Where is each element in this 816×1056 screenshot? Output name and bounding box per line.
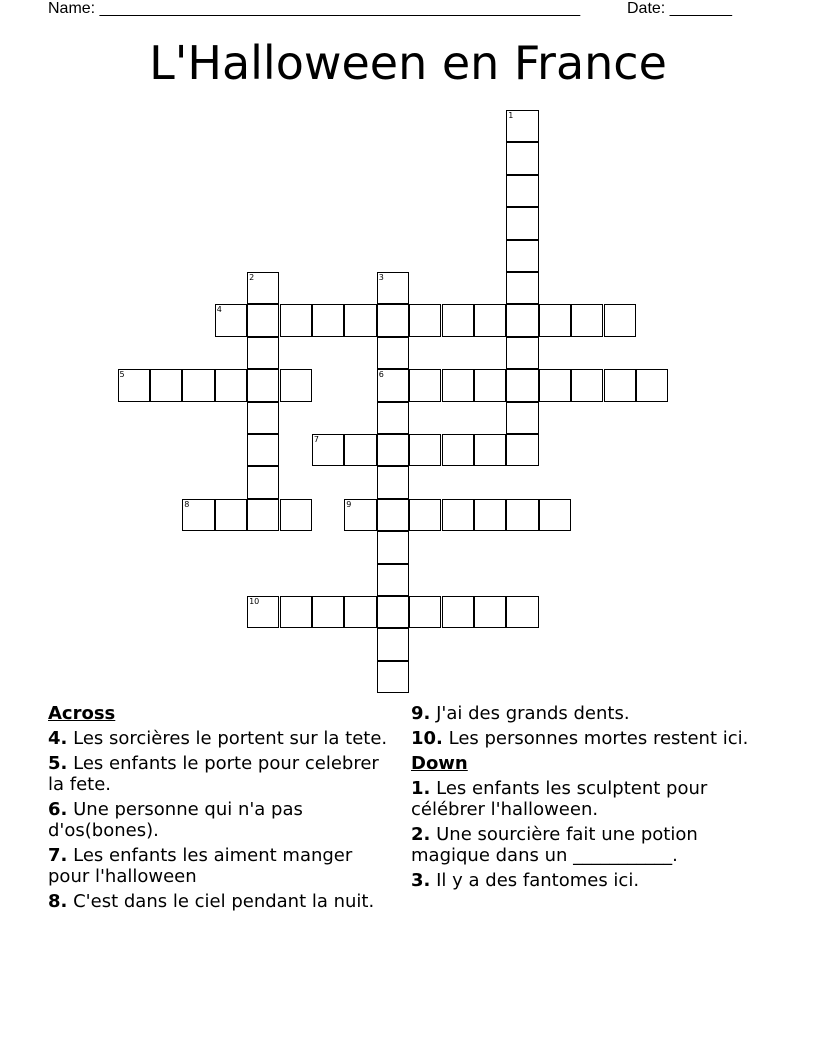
grid-cell[interactable] bbox=[409, 499, 441, 531]
grid-cell[interactable] bbox=[247, 337, 279, 369]
clue bbox=[411, 870, 763, 891]
clues-right-column bbox=[411, 703, 763, 895]
grid-cell[interactable] bbox=[409, 304, 441, 336]
clue-number: 4 bbox=[216, 305, 222, 315]
grid-cell[interactable] bbox=[344, 304, 376, 336]
grid-cell[interactable] bbox=[442, 596, 474, 628]
grid-cell[interactable] bbox=[377, 564, 409, 596]
clue bbox=[48, 845, 388, 887]
grid-cell[interactable] bbox=[182, 499, 214, 531]
clue bbox=[411, 778, 763, 820]
clue-number: 10 bbox=[249, 597, 260, 606]
grid-cell[interactable] bbox=[215, 369, 247, 401]
grid-cell[interactable] bbox=[506, 304, 538, 336]
grid-cell[interactable] bbox=[247, 434, 279, 466]
grid-cell[interactable] bbox=[377, 369, 409, 401]
grid-cell[interactable] bbox=[442, 499, 474, 531]
grid-cell[interactable] bbox=[344, 499, 376, 531]
down-heading: Down bbox=[411, 753, 468, 774]
clue-number: 9. bbox=[411, 703, 431, 724]
clue-number: 2. bbox=[411, 824, 431, 845]
clue-number: 2 bbox=[249, 273, 255, 282]
clue-number: 6 bbox=[378, 370, 384, 380]
grid-cell[interactable] bbox=[474, 596, 506, 628]
grid-cell[interactable] bbox=[506, 337, 538, 369]
clue-number: 9 bbox=[346, 499, 352, 509]
grid-cell[interactable] bbox=[377, 272, 409, 304]
clue-text: Les enfants les aiment manger pour l'halloween bbox=[48, 845, 353, 887]
grid-cell[interactable] bbox=[506, 369, 538, 401]
clue bbox=[411, 703, 763, 724]
grid-cell[interactable] bbox=[280, 369, 312, 401]
grid-cell[interactable] bbox=[539, 369, 571, 401]
clue bbox=[48, 799, 388, 841]
grid-cell[interactable] bbox=[506, 175, 538, 207]
clue-number: 5. bbox=[48, 753, 68, 774]
grid-cell[interactable] bbox=[247, 304, 279, 336]
grid-cell[interactable] bbox=[474, 499, 506, 531]
grid-cell[interactable] bbox=[215, 304, 247, 336]
clue-number: 1 bbox=[508, 111, 514, 120]
name-field[interactable]: Name: ______________________________________________________ bbox=[48, 0, 581, 17]
clue-text: Une sourcière fait une potion magique dans un ___________. bbox=[411, 824, 698, 866]
grid-cell[interactable] bbox=[506, 110, 538, 142]
grid-cell[interactable] bbox=[636, 369, 668, 401]
across-heading: Across bbox=[48, 703, 116, 724]
clue-text: Une personne qui n'a pas d'os(bones). bbox=[48, 799, 303, 841]
grid-cell[interactable] bbox=[377, 661, 409, 693]
grid-cell[interactable] bbox=[506, 499, 538, 531]
clue-text: J'ai des grands dents. bbox=[436, 703, 630, 724]
grid-cell[interactable] bbox=[344, 596, 376, 628]
grid-cell[interactable] bbox=[571, 369, 603, 401]
grid-cell[interactable] bbox=[150, 369, 182, 401]
across-clue-list bbox=[48, 728, 388, 912]
grid-cell[interactable] bbox=[312, 304, 344, 336]
grid-cell[interactable] bbox=[247, 369, 279, 401]
clue-number: 8 bbox=[184, 499, 190, 509]
clue-text: Les enfants le porte pour celebrer la fete. bbox=[48, 753, 379, 795]
clue-number: 10. bbox=[411, 728, 443, 749]
grid-cell[interactable] bbox=[182, 369, 214, 401]
grid-cell[interactable] bbox=[604, 369, 636, 401]
clue-number: 6. bbox=[48, 799, 68, 820]
grid-cell[interactable] bbox=[474, 304, 506, 336]
clue-number: 7. bbox=[48, 845, 68, 866]
grid-cell[interactable] bbox=[571, 304, 603, 336]
clue bbox=[411, 824, 763, 866]
grid-cell[interactable] bbox=[312, 434, 344, 466]
grid-cell[interactable] bbox=[344, 434, 376, 466]
grid-cell[interactable] bbox=[377, 628, 409, 660]
grid-cell[interactable] bbox=[118, 369, 150, 401]
grid-cell[interactable] bbox=[215, 499, 247, 531]
grid-cell[interactable] bbox=[506, 207, 538, 239]
grid-cell[interactable] bbox=[506, 240, 538, 272]
grid-cell[interactable] bbox=[312, 596, 344, 628]
grid-cell[interactable] bbox=[377, 434, 409, 466]
clue-number: 3 bbox=[378, 273, 384, 282]
grid-cell[interactable] bbox=[377, 466, 409, 498]
grid-cell[interactable] bbox=[377, 402, 409, 434]
grid-cell[interactable] bbox=[539, 304, 571, 336]
grid-cell[interactable] bbox=[280, 304, 312, 336]
grid-cell[interactable] bbox=[247, 499, 279, 531]
grid-cell[interactable] bbox=[474, 434, 506, 466]
grid-cell[interactable] bbox=[409, 369, 441, 401]
grid-cell[interactable] bbox=[539, 499, 571, 531]
grid-cell[interactable] bbox=[506, 142, 538, 174]
grid-cell[interactable] bbox=[442, 369, 474, 401]
clue bbox=[48, 891, 388, 912]
grid-cell[interactable] bbox=[604, 304, 636, 336]
grid-cell[interactable] bbox=[280, 499, 312, 531]
clue-number: 5 bbox=[119, 370, 125, 380]
grid-cell[interactable] bbox=[409, 434, 441, 466]
clue-number: 4. bbox=[48, 728, 68, 749]
grid-cell[interactable] bbox=[442, 304, 474, 336]
grid-cell[interactable] bbox=[506, 402, 538, 434]
grid-cell[interactable] bbox=[280, 596, 312, 628]
grid-cell[interactable] bbox=[247, 466, 279, 498]
clue bbox=[48, 753, 388, 795]
down-clue-list bbox=[411, 778, 763, 891]
grid-cell[interactable] bbox=[247, 402, 279, 434]
clue-text: Il y a des fantomes ici. bbox=[436, 870, 640, 891]
clue bbox=[48, 728, 388, 749]
grid-cell[interactable] bbox=[506, 272, 538, 304]
grid-cell[interactable] bbox=[377, 304, 409, 336]
grid-cell[interactable] bbox=[377, 596, 409, 628]
clue-number: 3. bbox=[411, 870, 431, 891]
clue-text: Les sorcières le portent sur la tete. bbox=[73, 728, 388, 749]
grid-cell[interactable] bbox=[474, 369, 506, 401]
grid-cell[interactable] bbox=[506, 596, 538, 628]
clue-text: C'est dans le ciel pendant la nuit. bbox=[73, 891, 375, 912]
clue-number: 7 bbox=[313, 435, 319, 444]
grid-cell[interactable] bbox=[506, 434, 538, 466]
grid-cell[interactable] bbox=[247, 272, 279, 304]
clue-number: 1. bbox=[411, 778, 431, 799]
across-clue-list-continued bbox=[411, 703, 763, 749]
grid-cell[interactable] bbox=[409, 596, 441, 628]
clues-left-column bbox=[48, 703, 388, 916]
date-field[interactable]: Date: _______ bbox=[627, 0, 732, 17]
clue bbox=[411, 728, 763, 749]
clue-text: Les enfants les sculptent pour célébrer l'halloween. bbox=[411, 778, 708, 820]
grid-cell[interactable] bbox=[442, 434, 474, 466]
grid-cell[interactable] bbox=[377, 337, 409, 369]
grid-cell[interactable] bbox=[377, 531, 409, 563]
clue-text: Les personnes mortes restent ici. bbox=[448, 728, 749, 749]
grid-cell[interactable] bbox=[247, 596, 279, 628]
clue-number: 8. bbox=[48, 891, 68, 912]
grid-cell[interactable] bbox=[377, 499, 409, 531]
page-title: L'Halloween en France bbox=[149, 36, 667, 90]
